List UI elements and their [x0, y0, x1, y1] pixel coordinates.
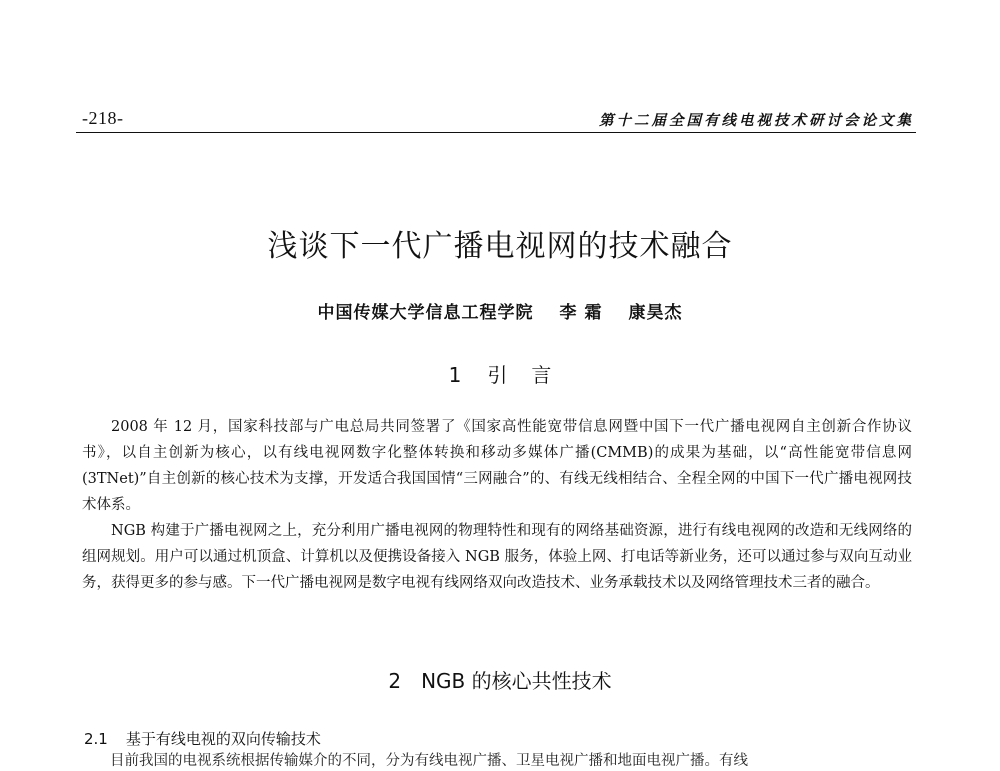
body-paragraph — [82, 414, 912, 518]
section-title: NGB 的核心共性技术 — [421, 669, 612, 693]
subsection-title: 基于有线电视的双向传输技术 — [125, 730, 321, 748]
section-number: 2 — [388, 669, 402, 693]
affiliation: 中国传媒大学信息工程学院 — [317, 303, 534, 323]
section-number: 1 — [448, 363, 462, 387]
section-heading-1 — [0, 359, 1000, 388]
paper-title: 浅谈下一代广播电视网的技术融合 — [267, 229, 733, 264]
section-title-part: 言 — [531, 363, 552, 387]
author-name: 康昊杰 — [628, 303, 683, 323]
cut-off-line: 目前我国的电视系统根据传输媒介的不同，分为有线电视广播、卫星电视广播和地面电视广播。有线 — [110, 753, 748, 769]
subsection-heading — [84, 728, 321, 749]
running-header — [76, 104, 916, 133]
paragraph-text: 2008 年 12 月，国家科技部与广电总局共同签署了《国家高性能宽带信息网暨中国下一代广播电视网自主创新合作协议书》，以自主创新为核心，以有线电视网数字化整体转换和移动多媒体广播(CMMB)的成果为基础，以“高性能宽带信息网(3TNet)”自主创新的核心技术为支撑，开发适合我国国情“三网融合”的、有线无线相结合、全程全网的中国下一代广播电视网技术体系。 — [82, 419, 912, 513]
section-title-part: 引 — [487, 363, 508, 387]
author-line — [0, 298, 1000, 323]
body-paragraph — [82, 518, 912, 596]
page-number: -218- — [82, 108, 124, 128]
paragraph-text: NGB 构建于广播电视网之上，充分利用广播电视网的物理特性和现有的网络基础资源，进行有线电视网的改造和无线网络的组网规划。用户可以通过机顶盒、计算机以及便携设备接入 NGB 服务，体验上网、打电话等新业务，还可以通过参与双向互动业务，获得更多的参与感。下一代广播电视网是数字电视有线网络双向改造技术、业务承载技术以及网络管理技术三者的融合。 — [82, 523, 912, 591]
journal-title: 第十二届全国有线电视技术研讨会论文集 — [599, 113, 914, 129]
author-name: 李 霜 — [559, 303, 603, 323]
section-heading-2 — [0, 665, 1000, 694]
subsection-number: 2.1 — [84, 730, 108, 748]
